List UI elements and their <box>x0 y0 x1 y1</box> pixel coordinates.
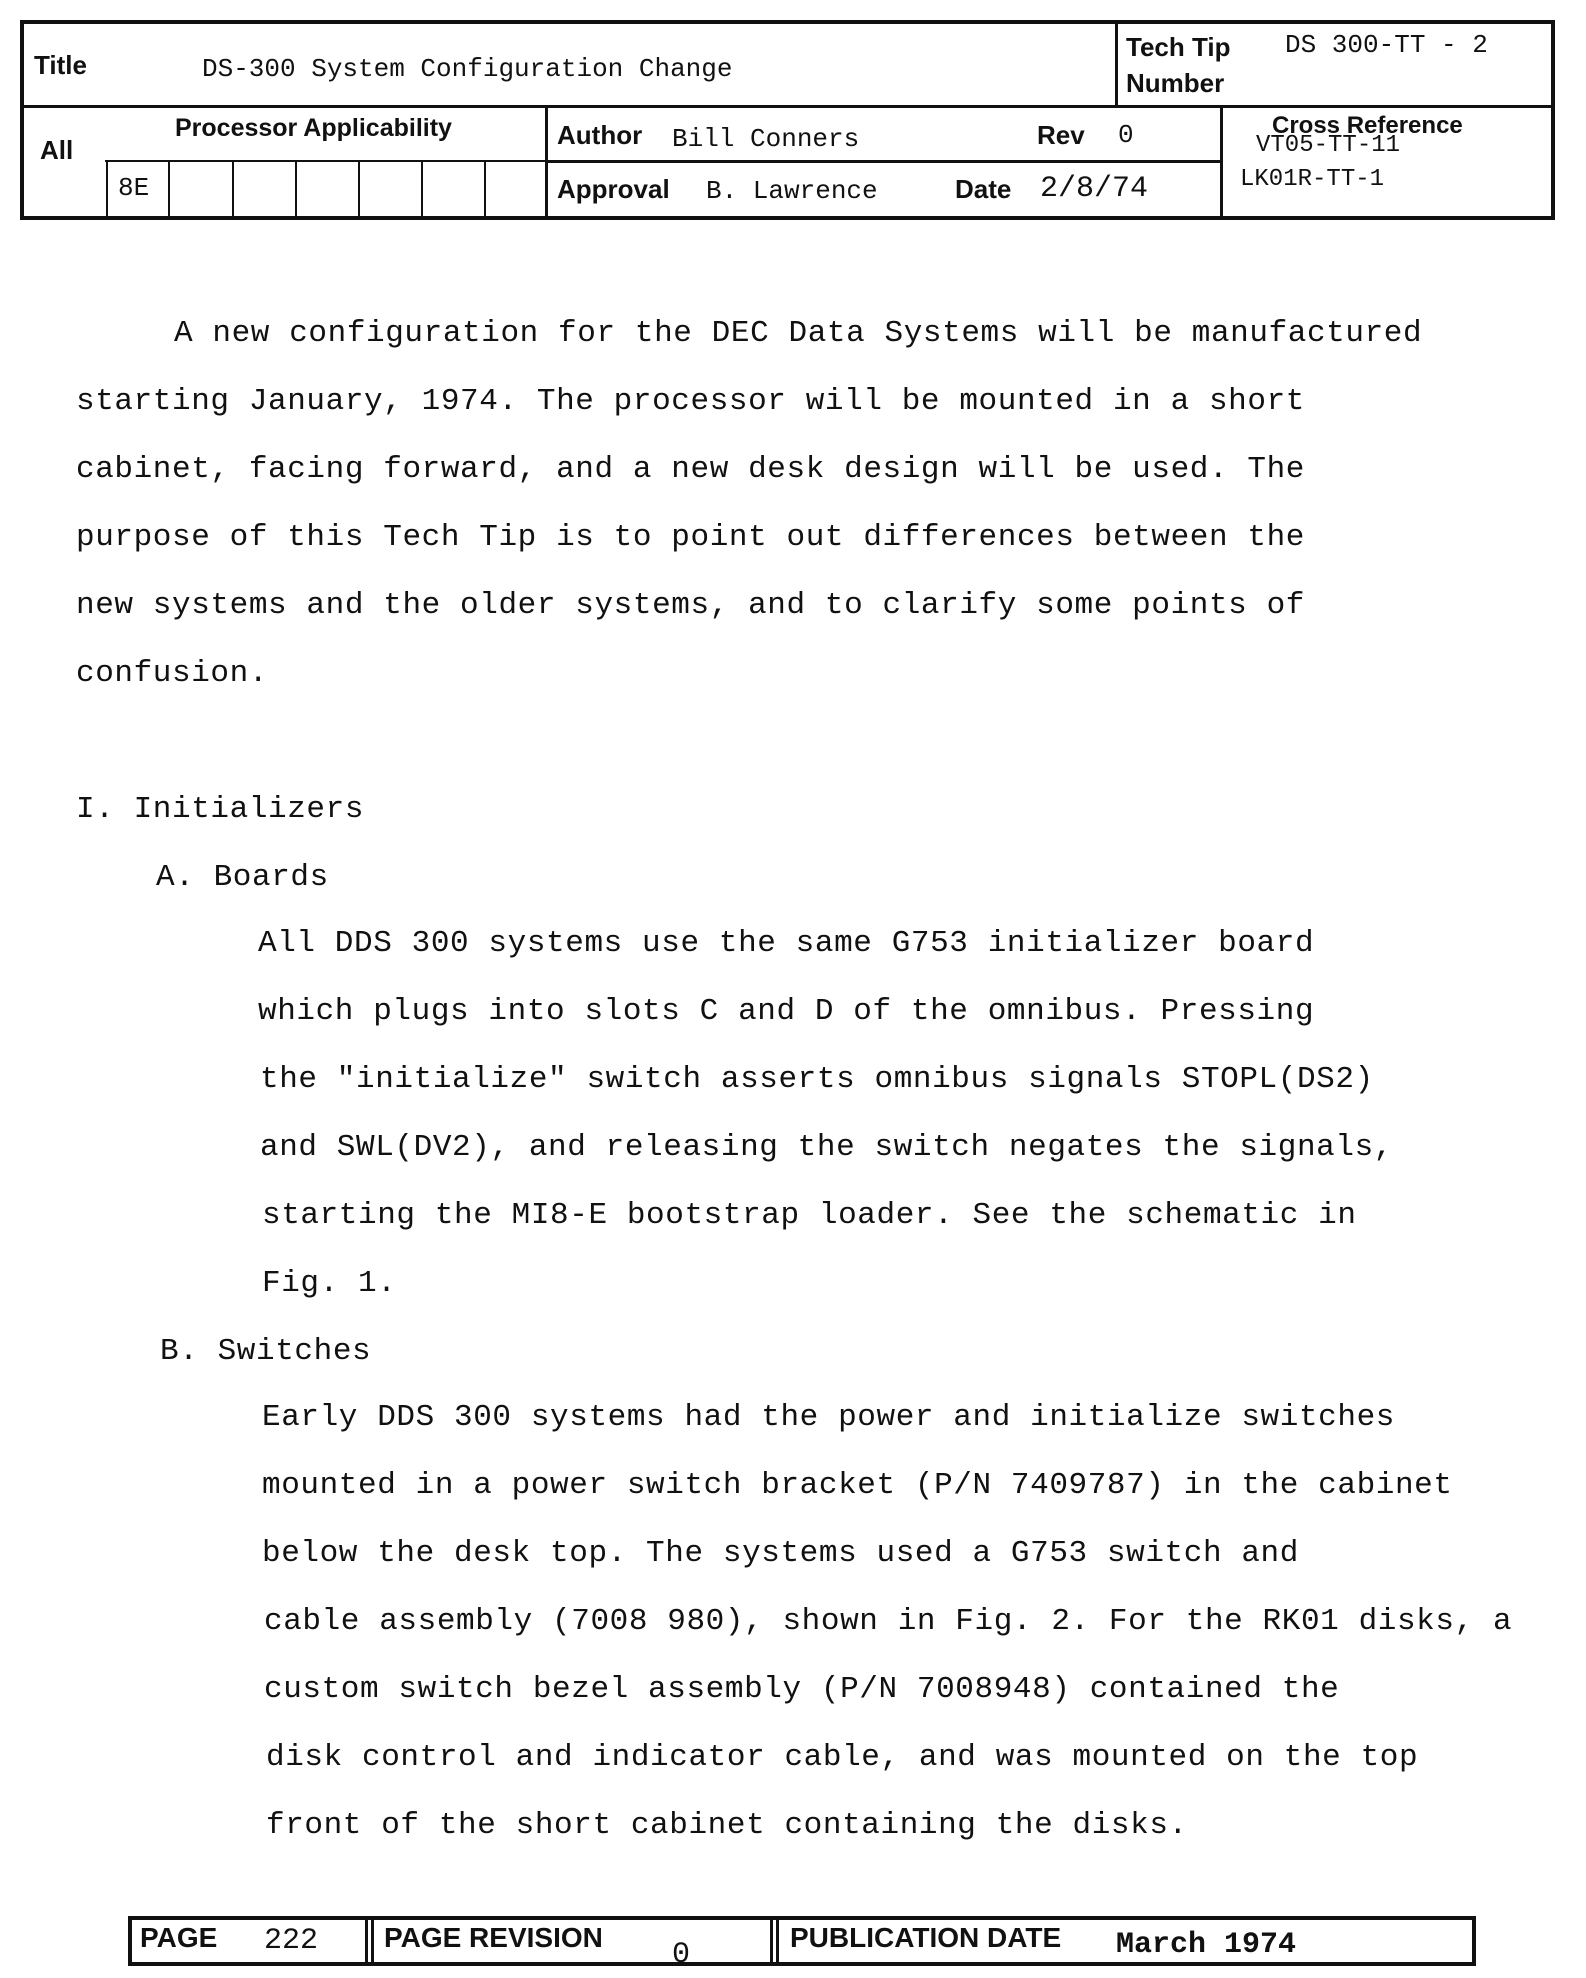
processor-cell-line <box>232 160 234 218</box>
footer-top-border <box>128 1916 1476 1920</box>
date-label: Date <box>955 174 1012 204</box>
rev-label: Rev <box>1037 120 1085 150</box>
page-value: 222 <box>264 1924 319 1958</box>
footer-right-border <box>1472 1916 1476 1966</box>
processor-cell-line <box>421 160 423 218</box>
techtip-value: DS 300-TT - 2 <box>1285 30 1488 60</box>
processor-cell-line <box>358 160 360 218</box>
revision-label: PAGE REVISION <box>384 1922 603 1953</box>
subsection-heading-boards: A. Boards <box>156 860 329 895</box>
switches-line: cable assembly (7008 980), shown in Fig. 2. For the RK01 disks, a <box>264 1604 1513 1639</box>
techtip-divider <box>1115 20 1118 107</box>
section-heading: I. Initializers <box>76 792 365 827</box>
date-value: 2/8/74 <box>1040 172 1149 206</box>
processor-label: Processor Applicability <box>175 114 452 142</box>
header-top-border <box>20 20 1555 24</box>
crossref-label: Cross Reference <box>1272 112 1463 139</box>
boards-line: All DDS 300 systems use the same G753 initializer board <box>258 926 1315 961</box>
processor-cell-line <box>106 160 108 218</box>
processor-cell-line <box>484 160 486 218</box>
pubdate-value: March 1974 <box>1116 1928 1297 1962</box>
intro-line: starting January, 1974. The processor will be mounted in a short <box>76 384 1305 419</box>
intro-line: confusion. <box>76 656 269 691</box>
boards-line: and SWL(DV2), and releasing the switch negates the signals, <box>260 1130 1393 1165</box>
footer-divider-2b <box>776 1916 779 1966</box>
processor-cell-8e: 8E <box>118 173 150 203</box>
intro-line: purpose of this Tech Tip is to point out differences between the <box>76 520 1305 555</box>
techtip-label-2: Number <box>1126 68 1225 98</box>
boards-line: which plugs into slots C and D of the omnibus. Pressing <box>258 994 1315 1029</box>
processor-cell-line <box>295 160 297 218</box>
crossref-value-1: VT05-TT-11 <box>1256 132 1401 159</box>
header-left-border <box>20 20 24 220</box>
processor-cells-top <box>105 160 545 162</box>
switches-line: below the desk top. The systems used a G753 switch and <box>262 1536 1299 1571</box>
author-label: Author <box>557 120 643 150</box>
author-value: Bill Conners <box>672 124 860 154</box>
switches-line: custom switch bezel assembly (P/N 7008948) contained the <box>264 1672 1340 1707</box>
switches-line: Early DDS 300 systems had the power and initialize switches <box>262 1400 1395 1435</box>
revision-value: 0 <box>672 1938 691 1972</box>
footer-left-border <box>128 1916 132 1966</box>
switches-line: mounted in a power switch bracket (P/N 7409787) in the cabinet <box>262 1468 1453 1503</box>
header-row-divider <box>20 105 1555 108</box>
subsection-heading-switches: B. Switches <box>160 1334 372 1369</box>
switches-line: disk control and indicator cable, and was mounted on the top <box>266 1740 1419 1775</box>
intro-line: cabinet, facing forward, and a new desk design will be used. The <box>76 452 1305 487</box>
author-approval-divider <box>545 160 1221 163</box>
boards-line: Fig. 1. <box>262 1266 397 1301</box>
footer-divider-2a <box>770 1916 773 1966</box>
page-label: PAGE <box>140 1922 218 1953</box>
approval-label: Approval <box>557 174 670 204</box>
pubdate-label: PUBLICATION DATE <box>790 1922 1062 1953</box>
switches-line: front of the short cabinet containing the disks. <box>266 1808 1188 1843</box>
title-value: DS-300 System Configuration Change <box>202 54 733 84</box>
intro-line: new systems and the older systems, and to clarify some points of <box>76 588 1305 623</box>
approval-value: B. Lawrence <box>706 176 878 206</box>
header-right-border <box>1551 20 1555 220</box>
footer-bottom-border <box>128 1962 1476 1966</box>
boards-line: the "initialize" switch asserts omnibus signals STOPL(DS2) <box>260 1062 1374 1097</box>
intro-line: A new configuration for the DEC Data Systems will be manufactured <box>174 316 1423 351</box>
title-label: Title <box>34 50 87 80</box>
header-bottom-border <box>20 216 1555 220</box>
all-label: All <box>40 135 74 165</box>
boards-line: starting the MI8-E bootstrap loader. See the schematic in <box>262 1198 1357 1233</box>
processor-cell-line <box>168 160 170 218</box>
techtip-label-1: Tech Tip <box>1126 32 1231 62</box>
rev-value: 0 <box>1118 120 1134 150</box>
footer-divider-1a <box>365 1916 368 1966</box>
crossref-value-2: LK01R-TT-1 <box>1240 166 1385 193</box>
footer-divider-1b <box>371 1916 374 1966</box>
